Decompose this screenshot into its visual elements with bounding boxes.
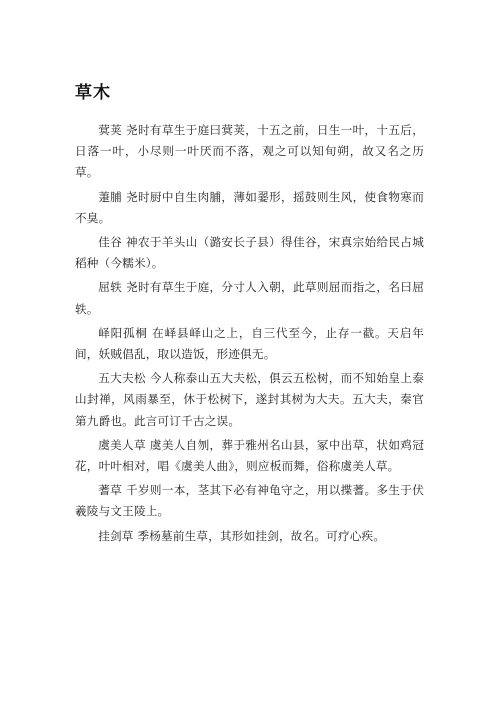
- document-body: [75, 120, 424, 550]
- paragraph-shafu: 萐脯 尧时厨中自生肉脯，薄如翣形，摇鼓则生风，使食物寒而不臭。: [75, 189, 424, 225]
- paragraph-guajian-cao: 挂剑草 季杨墓前生草，其形如挂剑，故名。可疗心疾。: [98, 528, 386, 543]
- paragraph-yiyang-gutong: 峄阳孤桐 在峄县峄山之上，自三代至今，止存一截。天启年间，妖贼倡乱，取以造饭，形迹俱无。: [75, 325, 424, 362]
- paragraph-wudafu-song: 五大夫松 今人称泰山五大夫松，俱云五松树，而不知始皇上泰山封禅，风雨暴至，休于松树下，遂封其树为大夫。五大夫，秦官第九爵也。此言可订千古之误。: [75, 371, 424, 428]
- page-title: 草木: [75, 83, 111, 103]
- paragraph-shicao: 蓍草 千岁则一本，茎其下必有神龟守之，用以揲蓍。多生于伏羲陵与文王陵上。: [75, 483, 424, 519]
- paragraph-jiagu: 佳谷 神农于羊头山（潞安长子县）得佳谷，宋真宗始给民占城稻种（今糯米）。: [75, 235, 424, 271]
- paragraph-minglu: 蓂荚 尧时有草生于庭曰蓂荚，十五之前，日生一叶，十五后，日落一叶，小尽则一叶厌而不落，观之可以知旬朔，故又名之历草。: [75, 123, 424, 180]
- paragraph-quyi: 屈轶 尧时有草生于庭，分寸人入朝，此草则屈而指之，名曰屈轶。: [75, 280, 424, 316]
- paragraph-yumeiren-cao: 虞美人草 虞美人自刎，葬于雅州名山县，冢中出草，状如鸡冠花，叶叶相对，唱《虞美人曲》，则应板而舞，俗称虞美人草。: [75, 437, 424, 474]
